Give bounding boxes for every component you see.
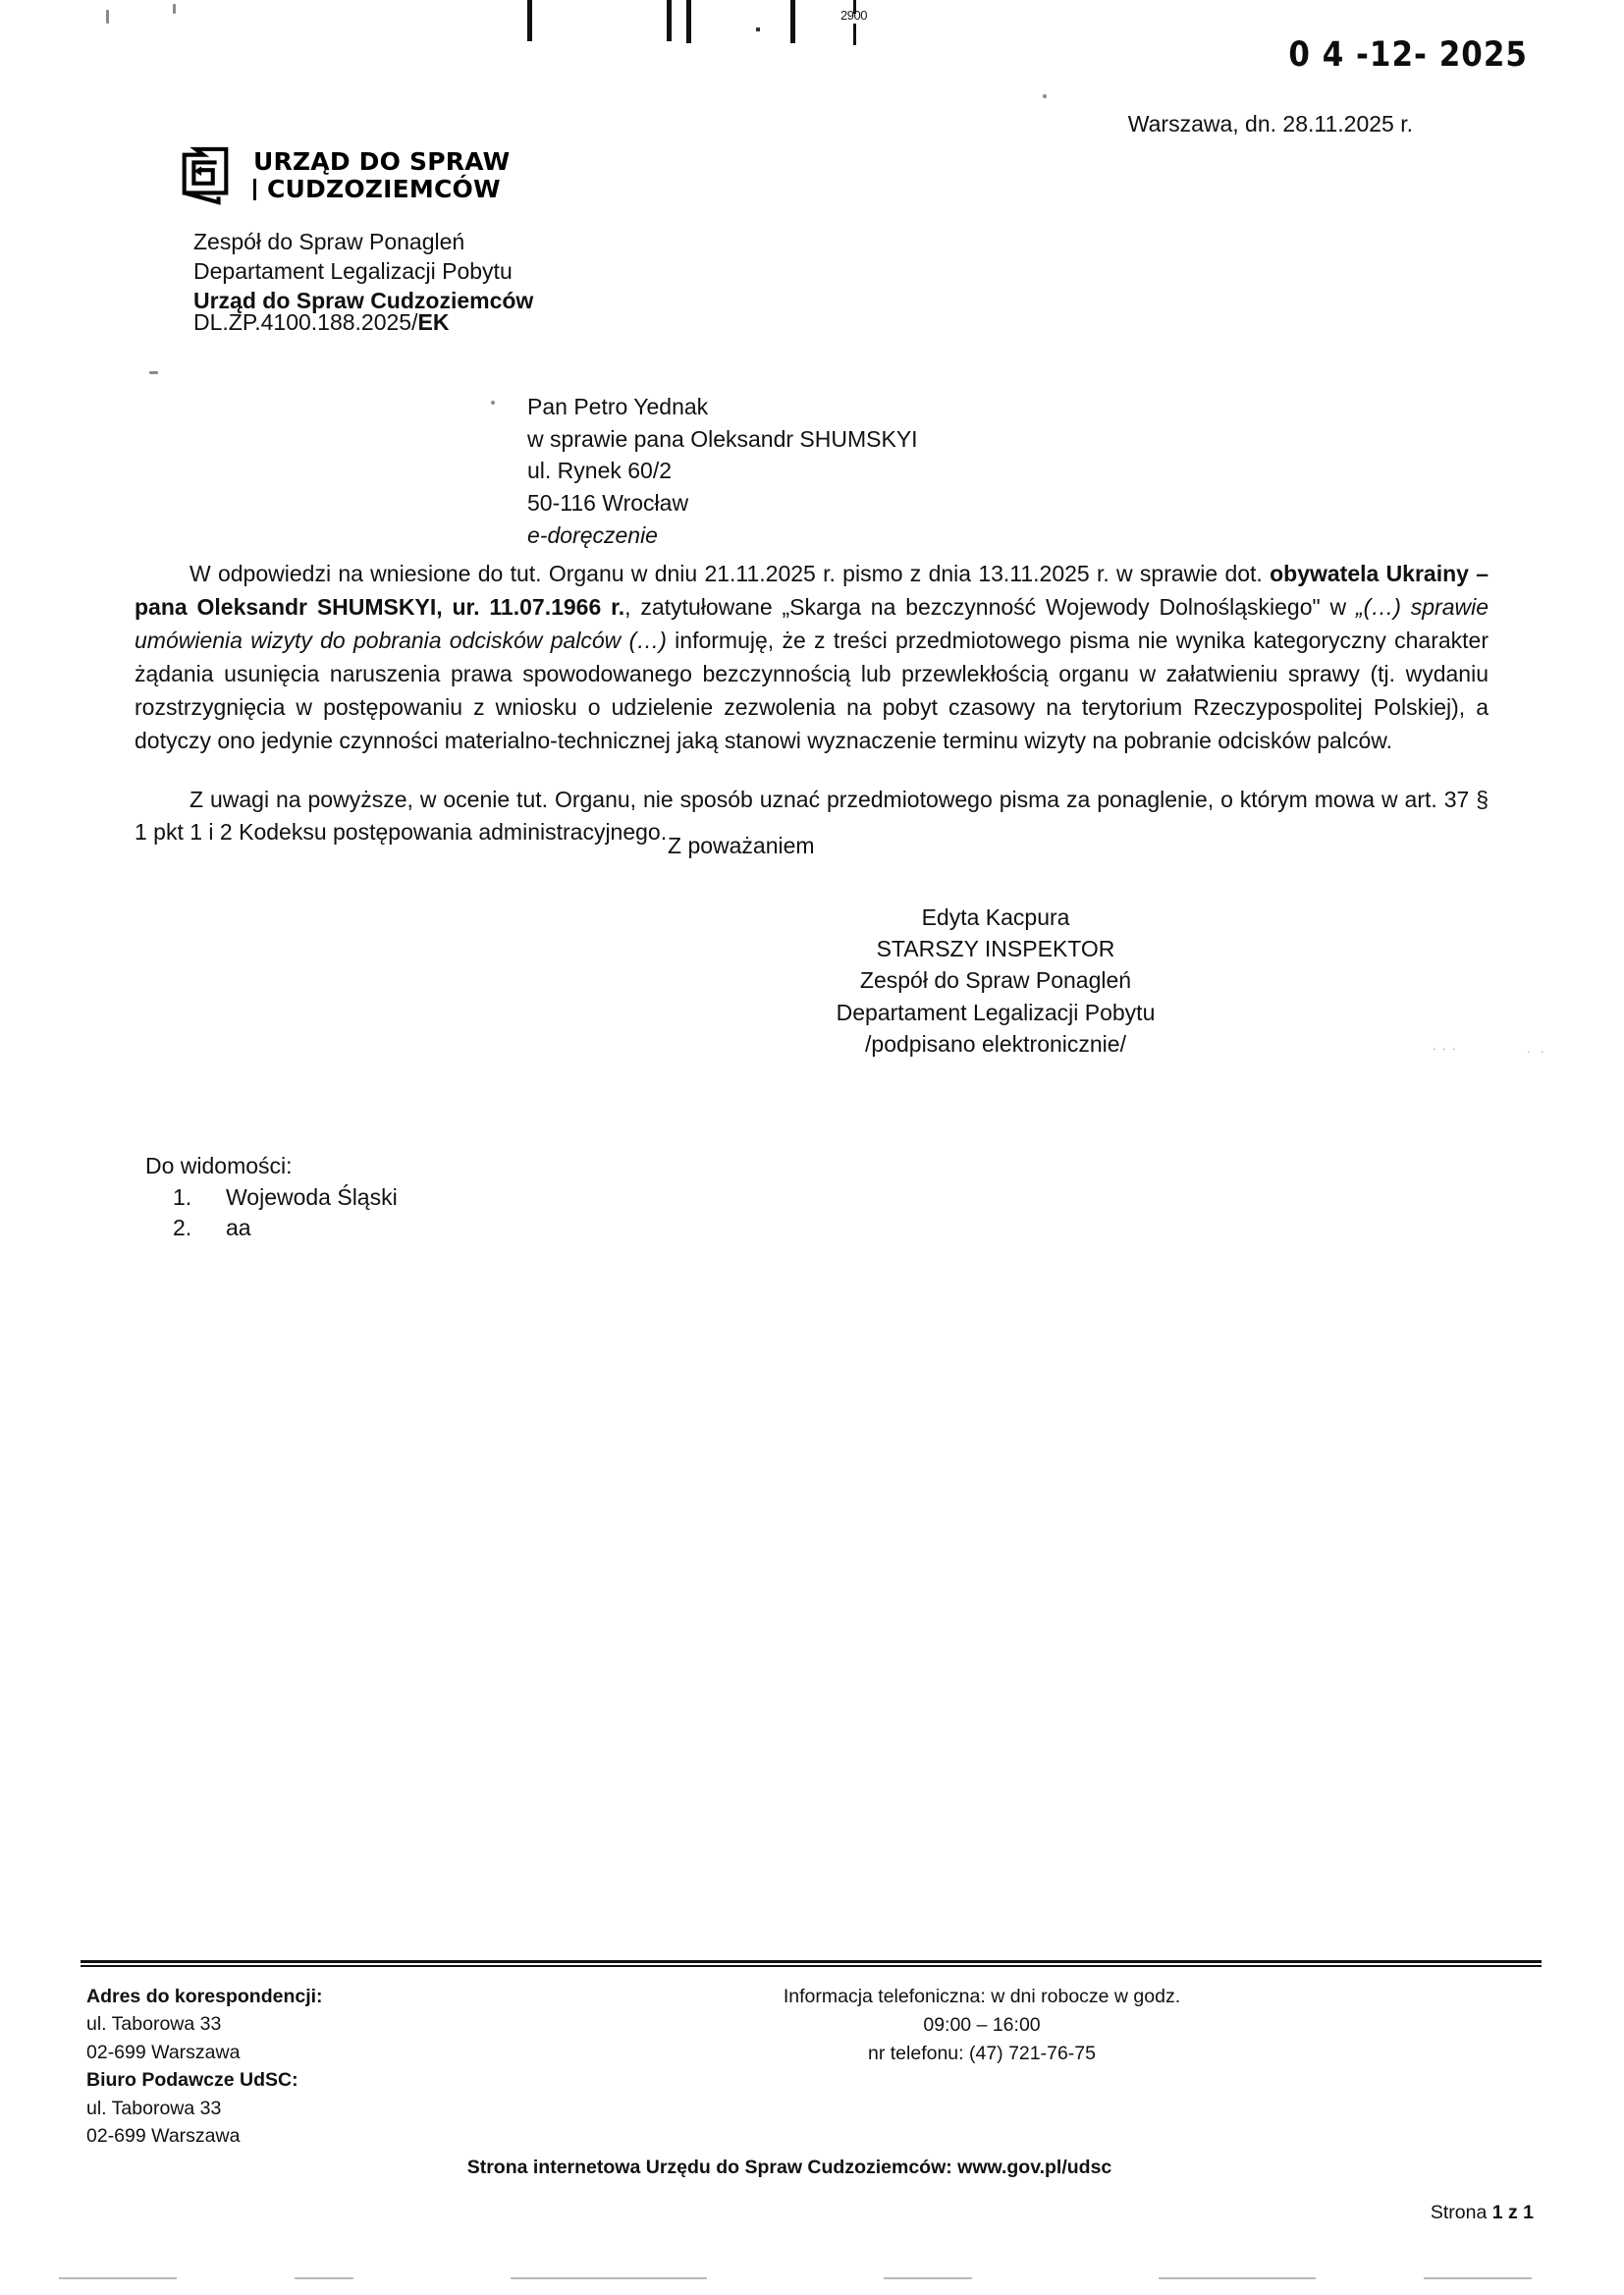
case-reference-initials: EK	[417, 309, 450, 335]
letterhead-line-1: URZĄD DO SPRAW	[253, 147, 511, 176]
sender-department: Departament Legalizacji Pobytu	[193, 257, 513, 284]
scan-bottom-speckle	[0, 2275, 1624, 2281]
footer-phone-info-hours: 09:00 – 16:00	[923, 2013, 1041, 2036]
footer-correspondence-street: ul. Taborowa 33	[86, 2013, 222, 2036]
signed-electronically-note: /podpisano elektronicznie/	[865, 1030, 1126, 1057]
cc-block	[145, 1151, 398, 1244]
page-number-value: 1 z 1	[1491, 2202, 1534, 2223]
footer-phone-number: nr telefonu: (47) 721-76-75	[868, 2042, 1096, 2064]
scan-speck	[1043, 94, 1047, 98]
letter-place-date: Warszawa, dn. 28.11.2025 r.	[1127, 111, 1413, 137]
body-p1-part-a: W odpowiedzi na wniesione do tut. Organu w dniu 21.11.2025 r. pismo z dnia 13.11.2025 r. w sprawie dot.	[189, 561, 1271, 586]
cc-list-item: aa	[226, 1215, 251, 1241]
signer-department: Departament Legalizacji Pobytu	[836, 999, 1156, 1025]
stamp-number: 2900	[840, 8, 867, 23]
footer-correspondence-heading: Adres do korespondencji:	[86, 1986, 323, 2007]
scan-mark-bar	[853, 24, 856, 45]
footer-address-column	[86, 1983, 323, 2151]
scan-mark-bar	[790, 0, 795, 43]
scan-speck	[106, 10, 109, 24]
case-reference-number	[193, 309, 449, 336]
scan-speck	[756, 27, 760, 31]
footer-registry-heading: Biuro Podawcze UdSC:	[86, 2069, 298, 2092]
body-paragraph-2: Z uwagi na powyższe, w ocenie tut. Organu, nie sposób uznać przedmiotowego pisma za ponaglenie, o którym mowa w art. 37 § 1 pkt 1 i 2 Kodeksu postępowania administracyjnego.	[135, 786, 1489, 846]
scan-speck	[149, 371, 158, 374]
footer-registry-city: 02-699 Warszawa	[86, 2125, 241, 2148]
sender-office: Urząd do Spraw Cudzoziemców	[193, 287, 534, 313]
recipient-delivery-method: e-doręczenie	[527, 521, 658, 548]
sender-department-block	[193, 228, 533, 316]
udsc-spiral-logo-icon	[175, 145, 236, 206]
recipient-case-subject: w sprawie pana Oleksandr SHUMSKYI	[527, 425, 918, 452]
body-paragraph-1	[135, 558, 1489, 758]
recipient-city: 50-116 Wrocław	[527, 489, 689, 516]
letterhead-line-2: CUDZOZIEMCÓW	[253, 176, 510, 203]
sender-team: Zespół do Spraw Ponagleń	[193, 229, 465, 254]
scan-mark-bar	[527, 0, 532, 41]
footer-registry-street: ul. Taborowa 33	[86, 2097, 222, 2119]
letter-body	[135, 558, 1489, 875]
case-reference-prefix: DL.ZP.4100.188.2025/	[193, 309, 418, 335]
body-p1-part-c: , zatytułowane „Skarga na bezczynność Wojewody Dolnośląskiego" w	[624, 593, 1356, 620]
received-date-stamp: 0 4 -12- 2025	[1288, 34, 1528, 76]
scan-speck: · ·	[1526, 1044, 1547, 1059]
recipient-address-block	[527, 391, 918, 551]
footer-website-line: Strona internetowa Urzędu do Spraw Cudzoziemców: www.gov.pl/udsc	[466, 2157, 1112, 2178]
scan-mark-bar	[667, 0, 672, 41]
recipient-street: ul. Rynek 60/2	[527, 458, 673, 484]
signer-name: Edyta Kacpura	[921, 904, 1070, 930]
scan-mark-bar	[686, 0, 691, 43]
footer-divider	[81, 1960, 1542, 1967]
signer-title: STARSZY INSPEKTOR	[876, 936, 1115, 962]
page-number-label: Strona	[1430, 2202, 1492, 2223]
body-p1-subject-bold: obywatela Ukrainy – pana Oleksandr SHUMSKYI, ur. 11.07.1966 r.	[135, 561, 1489, 620]
body-p1-part-e: informuję, że z treści przedmiotowego pisma nie wynika kategoryczny charakter żądania usunięcia naruszenia prawa spowodowanego bezczynnością lub przewlekłością organu w załatwieniu sprawy (tj. wydaniu rozstrzygnięcia w postępowaniu z wniosku o udzielenie zezwolenia na pobyt czasowy na terytorium Rzeczypospolitej Polskiej), a dotyczy ono jedynie czynności materialno-technicznej jaką stanowi wyznaczenie terminu wizyty na pobranie odcisków palców.	[135, 627, 1489, 753]
cc-heading: Do widomości:	[145, 1153, 293, 1178]
scan-speck	[491, 401, 495, 405]
scan-speck: · · ·	[1432, 1041, 1457, 1056]
closing-salutation: Z poważaniem	[668, 833, 815, 858]
cc-list	[145, 1182, 398, 1244]
signature-block	[0, 902, 1624, 1060]
scan-speck	[173, 4, 176, 14]
footer-contact-column	[609, 1983, 1355, 2068]
recipient-name: Pan Petro Yednak	[527, 394, 709, 419]
body-p1-quote-italic: „(…) sprawie umówienia wizyty do pobrania odcisków palców (…)	[135, 593, 1489, 653]
signer-unit: Zespół do Spraw Ponagleń	[859, 967, 1132, 994]
footer-phone-info-hours-label: Informacja telefoniczna: w dni robocze w godz.	[783, 1986, 1181, 2007]
page-number	[1431, 2202, 1534, 2224]
cc-list-item: Wojewoda Śląski	[226, 1183, 398, 1210]
footer-correspondence-city: 02-699 Warszawa	[86, 2041, 241, 2063]
letterhead	[175, 145, 510, 206]
